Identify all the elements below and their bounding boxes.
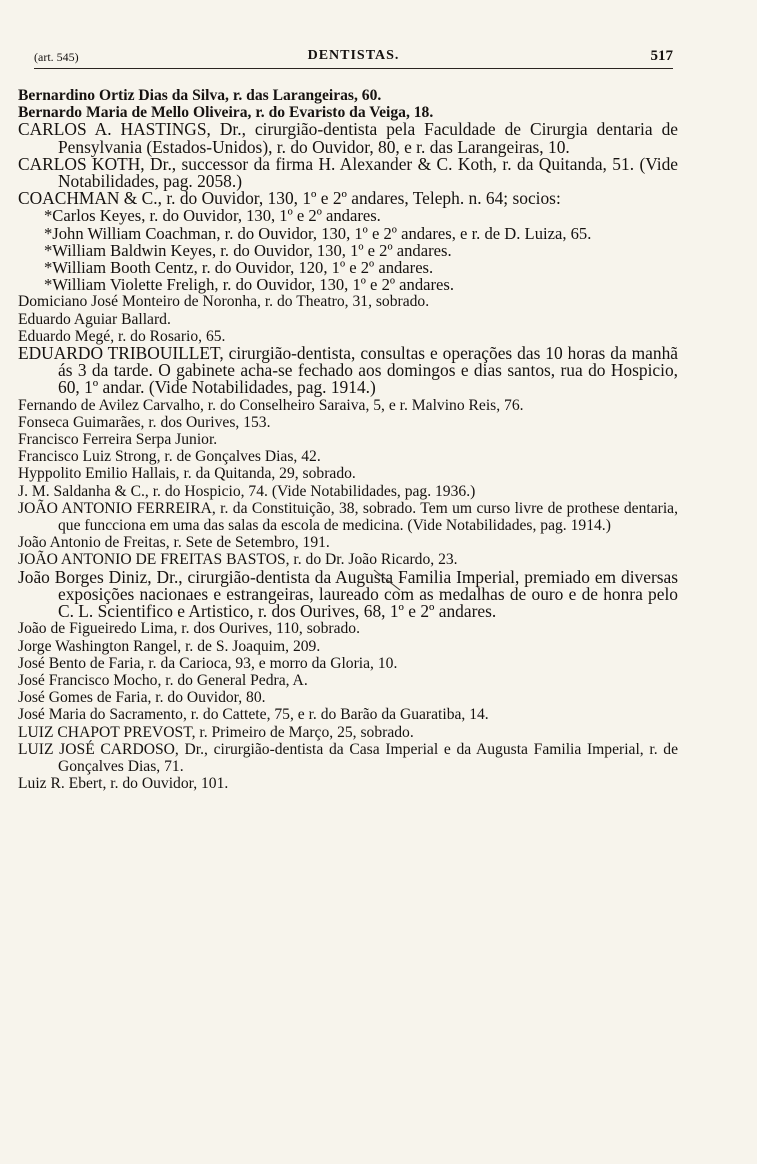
dentist-list xyxy=(18,87,678,792)
list-item: EDUARDO TRIBOUILLET, cirurgião-dentista, consultas e operações das 10 horas da manhã ás 3 da tarde. O gabinete acha-se fechado aos domingos e dias santos, rua do Hospicio, 60, 1º andar. (Vide Notabilidades, pag. 1914.) xyxy=(18,343,678,398)
list-item: Francisco Luiz Strong, r. de Gonçalves Dias, 42. xyxy=(18,448,321,466)
list-item: *William Baldwin Keyes, r. do Ouvidor, 130, 1º e 2º andares. xyxy=(44,240,452,260)
list-item: CARLOS KOTH, Dr., successor da firma H. Alexander & C. Koth, r. da Quitanda, 51. (Vide Notabilidades, pag. 2058.) xyxy=(18,153,678,192)
article-reference: (art. 545) xyxy=(34,50,79,64)
list-item: Bernardino Ortiz Dias da Silva, r. das Larangeiras, 60. xyxy=(18,87,382,104)
pencil-stroke-mark xyxy=(370,566,406,594)
list-item: Fonseca Guimarães, r. dos Ourives, 153. xyxy=(18,413,271,431)
list-item: Hyppolito Emilio Hallais, r. da Quitanda, 29, sobrado. xyxy=(18,465,356,483)
list-item: José Maria do Sacramento, r. do Cattete, 75, e r. do Barão da Guaratiba, 14. xyxy=(18,706,489,724)
list-item: *Carlos Keyes, r. do Ouvidor, 130, 1º e 2º andares. xyxy=(44,206,381,226)
list-item: Fernando de Avilez Carvalho, r. do Conselheiro Saraiva, 5, e r. Malvino Reis, 76. xyxy=(18,396,524,414)
list-item: Luiz R. Ebert, r. do Ouvidor, 101. xyxy=(18,775,229,793)
list-item: JOÃO ANTONIO DE FREITAS BASTOS, r. do Dr. João Ricardo, 23. xyxy=(18,551,458,569)
list-item: Domiciano José Monteiro de Noronha, r. do Theatro, 31, sobrado. xyxy=(18,293,430,311)
list-item: Jorge Washington Rangel, r. de S. Joaquim, 209. xyxy=(18,637,321,655)
page-number: 517 xyxy=(650,48,673,64)
list-item: Eduardo Megé, r. do Rosario, 65. xyxy=(18,327,226,345)
list-item: J. M. Saldanha & C., r. do Hospicio, 74. (Vide Notabilidades, pag. 1936.) xyxy=(18,482,476,500)
header-rule xyxy=(34,68,673,69)
page-header xyxy=(34,50,673,70)
list-item: João de Figueiredo Lima, r. dos Ourives, 110, sobrado. xyxy=(18,620,360,638)
list-item: Eduardo Aguiar Ballard. xyxy=(18,310,171,328)
list-item: LUIZ CHAPOT PREVOST, r. Primeiro de Março, 25, sobrado. xyxy=(18,723,414,741)
list-item: COACHMAN & C., r. do Ouvidor, 130, 1º e 2º andares, Teleph. n. 64; socios: xyxy=(18,188,561,209)
list-item: *William Booth Centz, r. do Ouvidor, 120, 1º e 2º andares. xyxy=(44,258,434,278)
list-item: João Borges Diniz, Dr., cirurgião-dentista da Augusta Familia Imperial, premiado em diversas exposições nacionaes e estrangeiras, laureado com as medalhas de ouro e de honra pelo C. L. Scientifico e Artistico, r. dos Ourives, 68, 1º e 2º andares. xyxy=(18,566,678,622)
list-item: Bernardo Maria de Mello Oliveira, r. do Evaristo da Veiga, 18. xyxy=(18,104,434,122)
list-item: João Antonio de Freitas, r. Sete de Setembro, 191. xyxy=(18,534,330,552)
list-item: José Bento de Faria, r. da Carioca, 93, e morro da Gloria, 10. xyxy=(18,654,398,672)
list-item: Francisco Ferreira Serpa Junior. xyxy=(18,431,218,449)
list-item: CARLOS A. HASTINGS, Dr., cirurgião-dentista pela Faculdade de Cirurgia dentaria de Pensylvania (Estados-Unidos), r. do Ouvidor, 80, e r. das Larangeiras, 10. xyxy=(18,119,678,157)
list-item: LUIZ JOSÉ CARDOSO, Dr., cirurgião-dentista da Casa Imperial e da Augusta Familia Imperial, r. de Gonçalves Dias, 71. xyxy=(18,740,678,775)
section-title: DENTISTAS. xyxy=(307,48,400,63)
list-item: JOÃO ANTONIO FERREIRA, r. da Constituição, 38, sobrado. Tem um curso livre de prothese dentaria, que funcciona em uma das salas da escola de medicina. (Vide Notabilidades, pag. 1914.) xyxy=(18,499,678,535)
list-item: *John William Coachman, r. do Ouvidor, 130, 1º e 2º andares, e r. de D. Luiza, 65. xyxy=(44,223,592,243)
list-item: *William Violette Freligh, r. do Ouvidor, 130, 1º e 2º andares. xyxy=(44,275,454,295)
list-item: José Gomes de Faria, r. do Ouvidor, 80. xyxy=(18,689,266,707)
list-item: José Francisco Mocho, r. do General Pedra, A. xyxy=(18,671,308,689)
